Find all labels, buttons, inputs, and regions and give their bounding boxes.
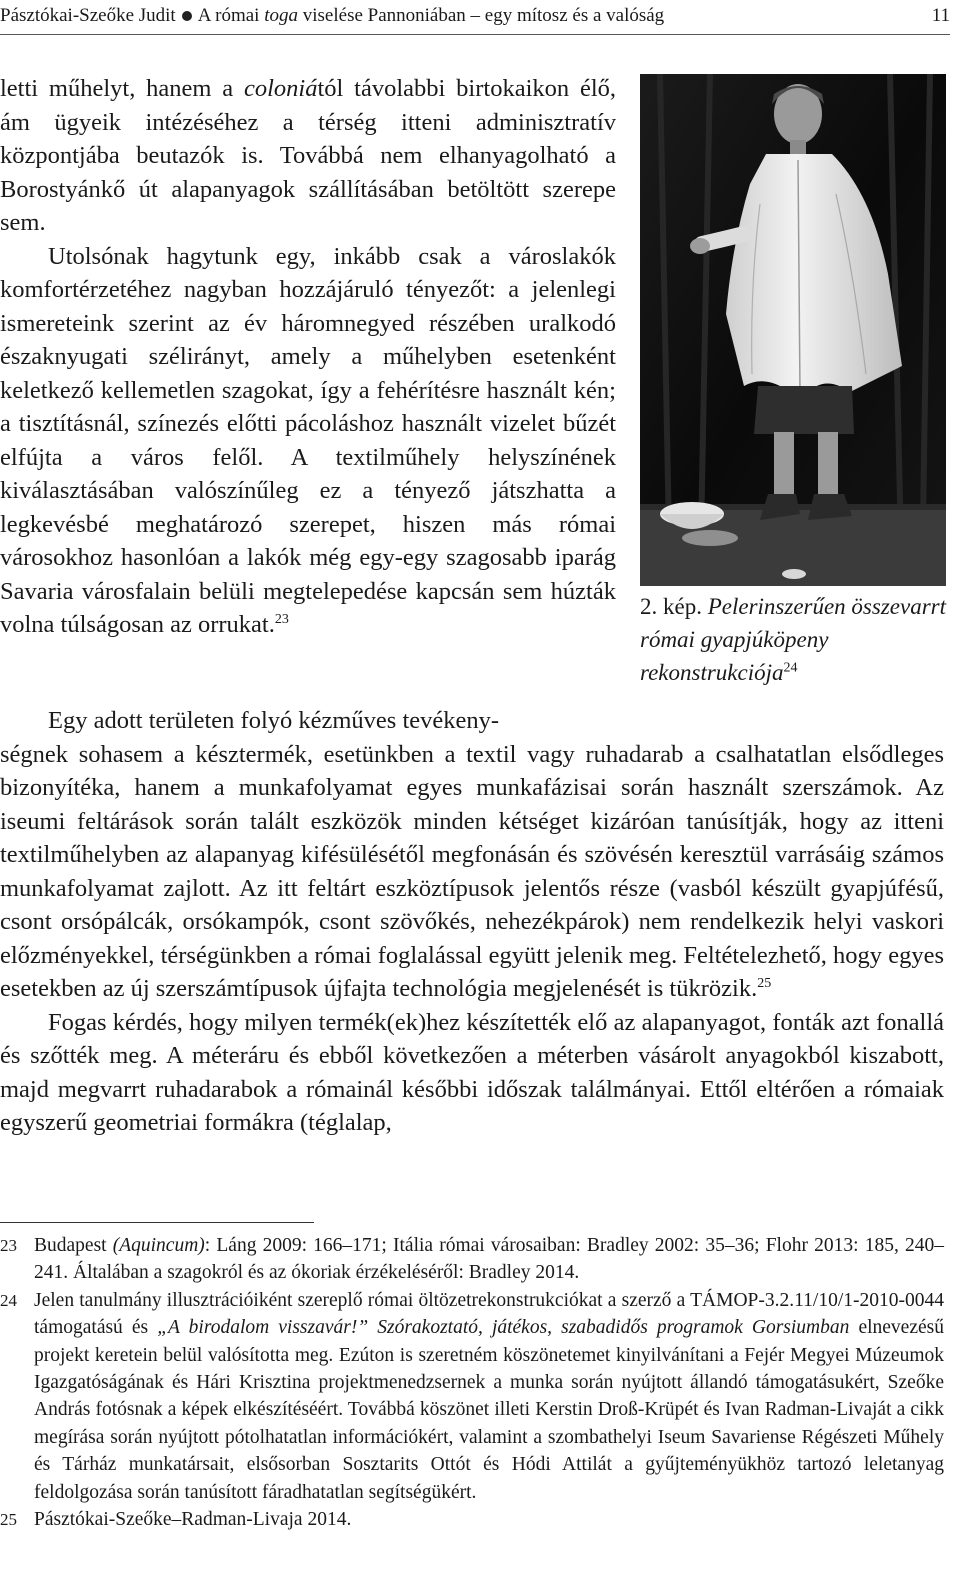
footnote-text: : Láng 2009: 166–171; Itália római városaiban: Bradley 2002: 35–36; Flohr 2013: 185, 240–241. Általában a szagokról és az ókoriak érzékeléséről: Bradley 2014.	[34, 1235, 944, 1284]
p1-text-b: tól távolabbi birtokaikon élő, ám ügyeik intézéséhez a térség itteni adminisztratív központjába beutazók is. Továbbá nem elhanyagolható a Borostyánkő út alapanyagok szállításában betöltött szerepe sem.	[0, 75, 617, 236]
caption-number: 2. kép.	[640, 594, 702, 619]
p4-text: Fogas kérdés, hogy milyen termék(ek)hez készítették elő az alapanyagot, fonták azt fonallá és szőtték meg. A méteráru és ebből következően a méterben vásárolt anyagokból kiszabott, majd megvarrt ruhadarabok a rómainál későbbi időszak találmányai. Ettől eltérően a rómaiak egyszerű geometriai formákra (téglalap,	[0, 1008, 944, 1136]
footnotes	[0, 1232, 944, 1533]
footnote-text: Pásztókai-Szeőke–Radman-Livaja 2014.	[34, 1509, 352, 1531]
cloak-reconstruction-photo	[640, 74, 946, 586]
paragraph-2	[0, 240, 616, 642]
left-column	[0, 72, 616, 642]
paragraph-4	[0, 1006, 944, 1140]
footnote-ref-25[interactable]: 25	[757, 975, 772, 991]
figure-photo	[640, 74, 946, 586]
p3-text: ségnek sohasem a késztermék, esetünkben a textil vagy ruhadarab a csalhatatlan elsődleges bizonyítéka, hanem a munkafolyamat egyes munkafázisai során használt szerszámok. Az iseumi feltárások során talált eszközök minden kétséget kizáróan tanúsítják, hogy az itteni textilműhelyben az alapanyag kifésülésétől megfonásán és szövésén keresztül varrásáig számos munkafolyamat zajlott. Az itt feltárt eszköztípusok jelentős része (vasból készült gyapjúfésű, csont orsópálcák, orsókampók, csont szövőkés, nehezékpárok) nem rendelkezik helyi vaskori előzményekkel, térségünkben a római foglalással együtt jelenik meg. Feltételezhető, hogy egyes esetekben az új szerszámtípusok újfajta technológia megjelenését is tükrözik.	[0, 740, 944, 1002]
figure-caption	[640, 590, 946, 689]
header-rule	[0, 34, 950, 35]
footnote-text-italic: (Aquincum)	[112, 1235, 205, 1256]
main-text	[0, 704, 944, 1140]
paragraph-3	[0, 704, 944, 738]
footnote-number: 24	[0, 1290, 17, 1310]
running-head	[0, 0, 950, 32]
header-author: Pásztókai-Szeőke Judit	[0, 5, 176, 26]
footnote-25	[0, 1506, 944, 1533]
bullet-separator	[182, 11, 192, 21]
header-title-em: toga	[264, 5, 298, 26]
footnote-text: Budapest	[34, 1235, 113, 1256]
footnote-23	[0, 1232, 944, 1287]
footnote-24	[0, 1287, 944, 1506]
footnote-text: Jelen tanulmány illusztrációiként szereplő római öltözetrekonstrukciókat a szerző a TÁMOP-3.2.11/10/1-2010-0044 támogatású és	[34, 1289, 944, 1339]
footnote-number: 23	[0, 1236, 17, 1255]
page-number: 11	[931, 5, 950, 26]
footnote-ref-23[interactable]: 23	[274, 611, 289, 627]
paragraph-1	[0, 72, 616, 240]
p3-lead-text: Egy adott területen folyó kézműves tevékeny-	[48, 707, 500, 734]
footnote-text-italic: „A birodalom visszavár!” Szórakoztató, játékos, szabadidős programok Gorsiumban	[157, 1317, 850, 1339]
header-title-pre: A római	[197, 5, 265, 26]
caption-text: Pelerinszerűen összevarrt római gyapjúköpeny rekonstrukciója	[640, 594, 946, 685]
paragraph-3-cont	[0, 738, 944, 1006]
running-head-title	[0, 0, 664, 32]
p1-text-em: coloniá	[244, 75, 318, 102]
p2-text: Utolsónak hagytunk egy, inkább csak a városlakók komfortérzetéhez nagyban hozzájáruló tényezőt: a jelenlegi ismereteink szerint az év háromnegyed részében uralkodó északnyugati szélirányt, amely a műhelyben esetenként keletkező kellemetlen szagokat, így a fehérítésre használt kén; a tisztításnál, színezés előtti pácoláshoz használt vizelet bűzét elfújta a város felől. A textilműhely helyszínének kiválasztásában valószínűleg ez a tényező játszhatta a legkevésbé meghatározó szerepet, hiszen más római városokhoz hasonlóan a lakók még egy-egy szagosabb iparág Savaria városfalain belüli megtelepedése kapcsán sem húzták volna túlságosan az orrukat.	[0, 242, 616, 638]
footnote-rule	[0, 1222, 314, 1223]
footnote-number: 25	[0, 1510, 17, 1530]
header-title-post: viselése Pannoniában – egy mítosz és a valóság	[298, 5, 665, 26]
footnote-ref-24[interactable]: 24	[783, 660, 798, 676]
p1-text-a: letti műhelyt, hanem a	[0, 75, 244, 102]
footnote-text: elnevezésű projekt keretein belül valósította meg. Ezúton is szeretném köszönetemet kinyilvánítani a Fejér Megyei Múzeumok Igazgatóságának és Hári Krisztina projektmenedzsernek a munka során nyújtott állandó támogatásukért, Szeőke András fotósnak a képek elkészítéséért. Továbbá köszönet illeti Kerstin Droß-Krüpét és Ivan Radman-Livaját a cikk megírása során nyújtott pótolhatatlan információkért, valamint a szombathelyi Iseum Savariense Régészeti Műhely és Tárház munkatársait, elsősorban Sosztarits Ottót és Hódi Attilát a gyűjteményükhöz tartozó leletanyag feldolgozása során tanúsított fáradhatatlan segítségükért.	[34, 1317, 944, 1503]
